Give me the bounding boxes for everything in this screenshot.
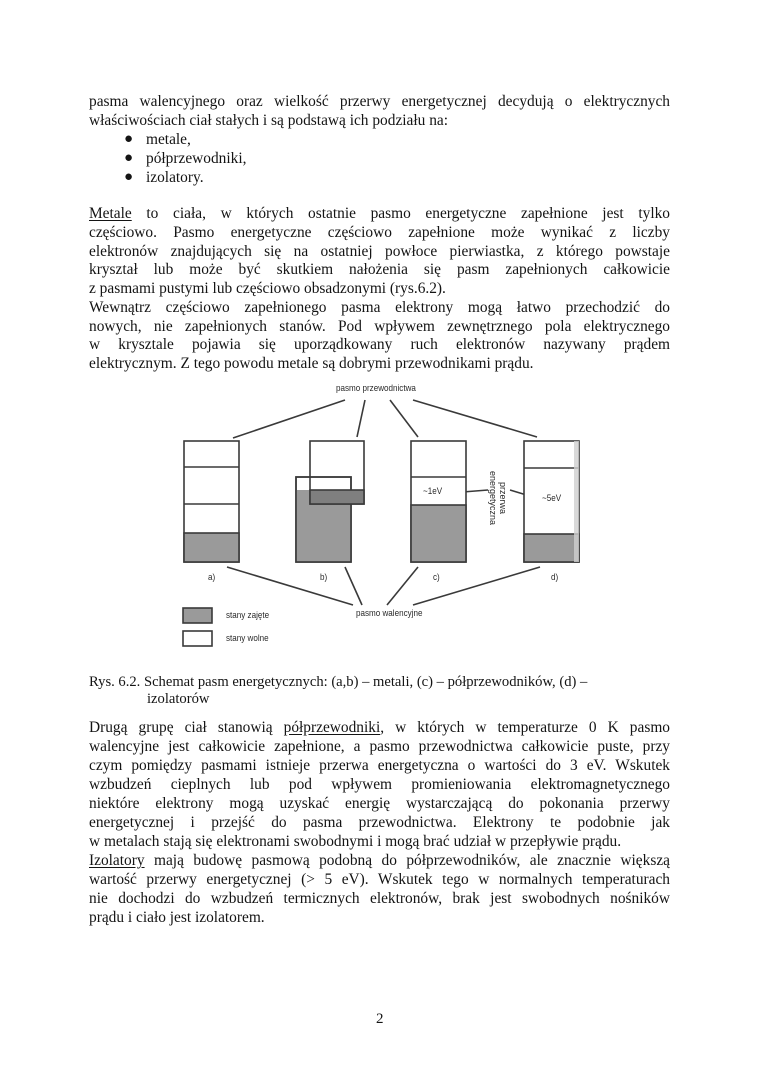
metals-line-1 xyxy=(89,204,670,223)
energy-gap-label xyxy=(488,471,508,525)
figure-caption-line-2: izolatorów xyxy=(147,691,210,707)
list-item-insulators: izolatory. xyxy=(146,169,204,186)
semiconductors-line-4: wzbudzeń cieplnych lub pod wpływem promieniowania elektromagnetycznego xyxy=(89,776,670,793)
legend-occupied-swatch xyxy=(183,608,212,623)
metals-line-1-text: to ciała, w których ostatnie pasmo energetyczne zapełnione jest tylko xyxy=(131,205,670,222)
conduction-band-label: pasmo przewodnictwa xyxy=(336,383,416,394)
metals-term: Metale xyxy=(89,205,132,222)
semiconductors-line-1 xyxy=(89,718,670,737)
energy-gap-label-line1: przerwa xyxy=(498,482,508,515)
insulators-term: Izolatory xyxy=(89,852,145,869)
legend-free-swatch xyxy=(183,631,212,646)
semiconductors-line-5: niektóre elektrony mogą uzyskać energię wystarczającą do pokonania przerwy xyxy=(89,795,670,812)
semiconductors-line-7: w metalach stają się elektronami swobodnymi i mogą brać udział w przepływie prądu. xyxy=(89,833,622,850)
valence-band-label: pasmo walencyjne xyxy=(356,608,423,619)
figure-caption-line-1: Rys. 6.2. Schemat pasm energetycznych: (a,b) – metali, (c) – półprzewodników, (d) – xyxy=(89,674,588,690)
metals-conduction-line-3: w krysztale pojawia się uporządkowany ruch elektronów nazywany prądem xyxy=(89,336,670,353)
panel-a-label: a) xyxy=(208,572,216,583)
metals-conduction-line-2: nowych, nie zapełnionych stanów. Pod wpływem zewnętrznego pola elektrycznego xyxy=(89,318,670,335)
band-diagram-figure xyxy=(160,375,600,665)
legend-free-label: stany wolne xyxy=(226,633,269,644)
panel-c-bands xyxy=(411,441,466,562)
insulators-line-3: nie dochodzi do wzbudzeń termicznych elektronów, brak jest swobodnych nośników xyxy=(89,890,670,907)
semiconductors-lead: Drugą grupę ciał stanowią xyxy=(89,719,284,736)
list-item-metals: metale, xyxy=(146,131,191,148)
insulators-line-4: prądu i ciało jest izolatorem. xyxy=(89,909,265,926)
semiconductors-line-6: energetycznej i przejść do pasma przewodnictwa. Elektrony te podobnie jak xyxy=(89,814,670,831)
bullet-icon: ● xyxy=(124,169,134,185)
semiconductors-line-2: walencyjne jest całkowicie zapełnione, a pasmo przewodnictwa całkowicie puste, przy xyxy=(89,738,670,755)
panel-a-bands xyxy=(184,441,239,562)
panel-d-label: d) xyxy=(551,572,559,583)
intro-line-1: pasma walencyjnego oraz wielkość przerwy energetycznej decydują o elektrycznych xyxy=(89,93,670,110)
intro-line-2: właściwościach ciał stałych i są podstawą ich podziału na: xyxy=(89,112,448,129)
metals-line-4: kryształ lub może być skutkiem nałożenia się pasm zapełnionych całkowicie xyxy=(89,261,670,278)
metals-conduction-line-4: elektrycznym. Z tego powodu metale są dobrymi przewodnikami prądu. xyxy=(89,355,534,372)
semiconductors-lead-rest: , w których w temperaturze 0 K pasmo xyxy=(380,719,670,736)
semiconductors-line-3: czym pomiędzy pasmami istnieje przerwa energetyczna o wartości do 3 eV. Wskutek xyxy=(89,757,670,774)
insulators-line-1-text: mają budowę pasmową podobną do półprzewodników, ale znacznie większą xyxy=(144,852,670,869)
metals-line-3: elektronów znajdujących się na ostatniej powłoce pierwiastka, z którego powstaje xyxy=(89,243,670,260)
metals-line-5: z pasmami pustymi lub częściowo obsadzonymi (rys.6.2). xyxy=(89,280,446,297)
page-number: 2 xyxy=(376,1011,384,1027)
metals-line-2: częściowo. Pasmo energetyczne częściowo zapełnione może wynikać z liczby xyxy=(89,224,670,241)
semiconductors-term: półprzewodniki xyxy=(283,719,381,736)
insulators-line-1 xyxy=(89,851,670,870)
panel-b-bands xyxy=(296,441,364,562)
insulators-line-2: wartość przerwy energetycznej (> 5 eV). Wskutek tego w normalnych temperaturach xyxy=(89,871,670,888)
panel-c-label: c) xyxy=(433,572,440,583)
bullet-icon: ● xyxy=(124,150,134,166)
bullet-icon: ● xyxy=(124,131,134,147)
panel-b-label: b) xyxy=(320,572,328,583)
legend-occupied-label: stany zajęte xyxy=(226,610,270,621)
list-item-semiconductors: półprzewodniki, xyxy=(146,150,247,167)
gap-value-semiconductor: ~1eV xyxy=(423,486,443,497)
gap-value-insulator: ~5eV xyxy=(542,493,562,504)
energy-gap-label-line2: energetyczna xyxy=(488,471,498,526)
metals-conduction-line-1: Wewnątrz częściowo zapełnionego pasma elektrony mogą łatwo przechodzić do xyxy=(89,299,670,316)
band-diagram-graphic xyxy=(160,375,600,665)
